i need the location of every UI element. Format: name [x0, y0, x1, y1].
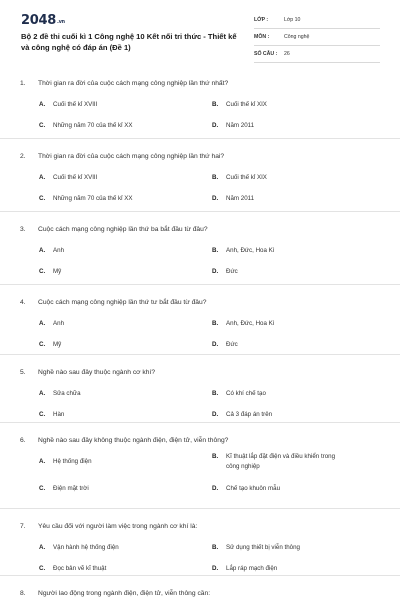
question-text [20, 590, 210, 597]
option-text: Đức [226, 341, 238, 348]
question-item [0, 423, 400, 509]
question-item [0, 285, 400, 355]
option-text: Điện mặt trời [53, 485, 89, 492]
option-letter: C. [39, 268, 46, 275]
option-text: Năm 2011 [226, 122, 255, 129]
question-list [0, 66, 400, 600]
option-letter: A. [39, 101, 46, 108]
option-letter: B. [212, 174, 219, 181]
question-text [20, 437, 228, 444]
option-letter: B. [212, 101, 219, 108]
option-letter: D. [212, 122, 219, 129]
option-text: Anh [53, 320, 65, 327]
option-letter: C. [39, 195, 46, 202]
option-text: Cuối thế kỉ XVIII [53, 174, 98, 181]
question-label: Cuộc cách mạng công nghiệp lần thứ ba bắt đầu từ đâu? [38, 226, 208, 233]
logo-main: 2048 [21, 13, 56, 28]
question-text [20, 523, 197, 530]
option-text: Đọc bản vẽ kĩ thuật [53, 565, 107, 572]
question-label: Nghề nào sau đây thuộc ngành cơ khí? [38, 369, 156, 376]
question-text [20, 80, 228, 87]
question-number: 1. [20, 80, 26, 87]
option-text: Những năm 70 của thế kỉ XX [53, 122, 133, 129]
question-label: Yêu cầu đối với người làm việc trong ngành cơ khí là: [38, 523, 198, 530]
question-item [0, 139, 400, 212]
option-letter: D. [212, 485, 219, 492]
option-letter: C. [39, 565, 46, 572]
option-letter: A. [39, 320, 46, 327]
option-text: Cuối thế kỉ XIX [226, 101, 267, 108]
option-text: Lắp ráp mạch điện [226, 565, 278, 572]
question-label: Thời gian ra đời của cuộc cách mạng công nghiệp lần thứ nhất? [38, 80, 229, 87]
option-letter: B. [212, 247, 219, 254]
question-number: 2. [20, 153, 26, 160]
document-header [0, 0, 400, 62]
meta-label-subject: MÔN : [254, 34, 270, 40]
question-text [20, 369, 155, 376]
question-item [0, 212, 400, 285]
option-letter: A. [39, 544, 46, 551]
option-text: Sửa chữa [53, 390, 81, 397]
option-text: Vận hành hệ thống điện [53, 544, 119, 551]
option-text: Năm 2011 [226, 195, 255, 202]
option-text: Cuối thế kỉ XIX [226, 174, 267, 181]
meta-value-class: Lớp 10 [284, 17, 301, 23]
option-text: Kĩ thuật lắp đặt điện và điều khiển trong công nghiệp [226, 453, 336, 470]
meta-info [254, 14, 380, 65]
question-text [20, 299, 206, 306]
question-label: Nghề nào sau đây không thuộc ngành điện, điện tử, viễn thông? [38, 437, 229, 444]
logo-suffix: .vn [56, 19, 65, 25]
question-label: Thời gian ra đời của cuộc cách mạng công nghiệp lần thứ hai? [38, 153, 225, 160]
question-number: 6. [20, 437, 26, 444]
option-letter: B. [212, 320, 219, 327]
question-item [0, 355, 400, 423]
option-letter: C. [39, 485, 46, 492]
option-letter: D. [212, 268, 219, 275]
option-letter: C. [39, 122, 46, 129]
option-letter: C. [39, 411, 46, 418]
option-letter: A. [39, 390, 46, 397]
question-number: 8. [20, 590, 26, 597]
question-label: Cuộc cách mạng công nghiệp lần thứ tư bắt đầu từ đâu? [38, 299, 207, 306]
meta-value-count: 26 [284, 51, 290, 57]
page-title: Bộ 2 đề thi cuối kì 1 Công nghệ 10 Kết nối tri thức - Thiết kế và công nghệ có đáp án (Đề 1) [21, 32, 237, 52]
meta-value-subject: Công nghệ [284, 34, 310, 40]
option-text: Hàn [53, 411, 65, 418]
question-label: Người lao động trong ngành điện, điện tử, viễn thông cần: [38, 590, 211, 597]
option-letter: B. [212, 390, 219, 397]
option-text: Sử dụng thiết bị viễn thông [226, 544, 300, 551]
question-number: 3. [20, 226, 26, 233]
meta-row-count [254, 48, 380, 63]
question-item [0, 576, 400, 600]
question-text [20, 153, 224, 160]
option-letter: A. [39, 174, 46, 181]
meta-row-class [254, 14, 380, 29]
option-letter: A. [39, 458, 46, 465]
option-text: Mỹ [53, 341, 62, 348]
meta-label-count: SỐ CÂU : [254, 51, 278, 57]
option-text: Hệ thống điện [53, 458, 92, 465]
option-text: Cả 3 đáp án trên [226, 411, 273, 418]
question-number: 5. [20, 369, 26, 376]
option-text: Anh, Đức, Hoa Kì [226, 320, 275, 327]
option-letter: A. [39, 247, 46, 254]
site-logo[interactable] [21, 13, 65, 28]
question-number: 4. [20, 299, 26, 306]
option-text: Có khí chế tạo [226, 390, 266, 397]
option-text: Mỹ [53, 268, 62, 275]
option-text: Những năm 70 của thế kỉ XX [53, 195, 133, 202]
option-letter: B. [212, 544, 219, 551]
option-text: Chế tạo khuôn mẫu [226, 485, 281, 492]
meta-label-class: LỚP : [254, 17, 269, 23]
meta-row-subject [254, 31, 380, 46]
option-letter: B. [212, 453, 219, 460]
option-letter: D. [212, 341, 219, 348]
question-number: 7. [20, 523, 26, 530]
question-text [20, 226, 208, 233]
option-text: Anh [53, 247, 65, 254]
option-letter: D. [212, 195, 219, 202]
question-item [0, 66, 400, 139]
question-item [0, 509, 400, 576]
option-text: Đức [226, 268, 238, 275]
option-text: Cuối thế kỉ XVIII [53, 101, 98, 108]
option-letter: D. [212, 411, 219, 418]
option-letter: C. [39, 341, 46, 348]
option-letter: D. [212, 565, 219, 572]
option-text: Anh, Đức, Hoa Kì [226, 247, 275, 254]
